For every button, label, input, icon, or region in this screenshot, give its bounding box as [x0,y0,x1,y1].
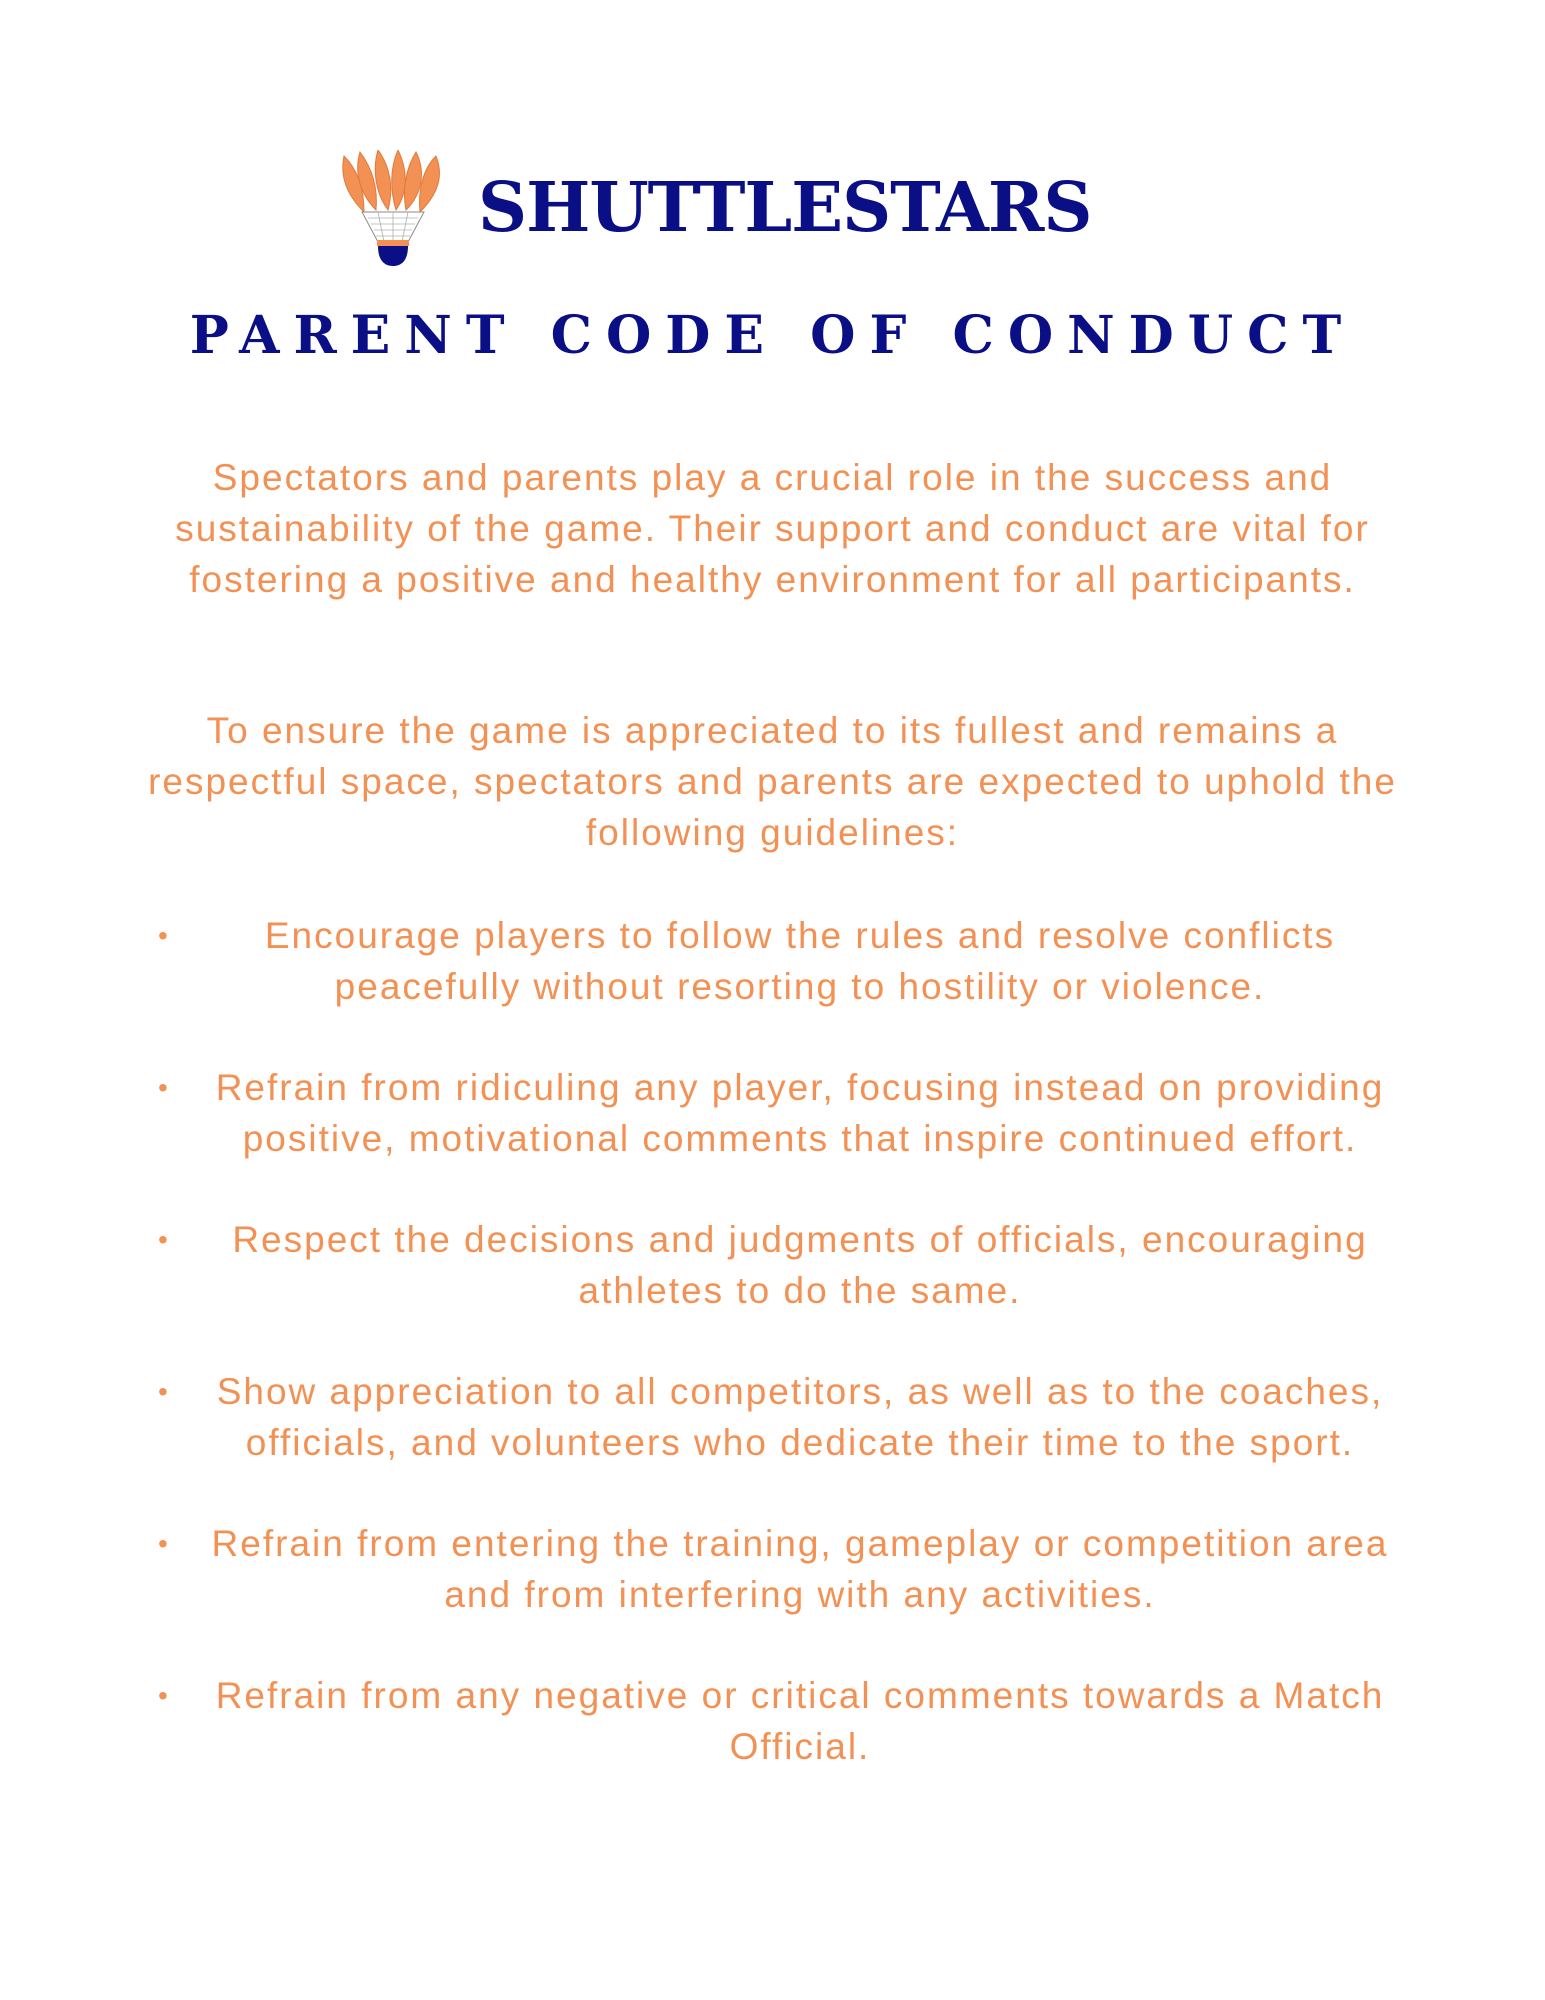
list-item [150,1214,1410,1316]
intro-paragraph-2: To ensure the game is appreciated to its fullest and remains a respectful space, spectators and parents are expected to uphold the following guidelines: [148,710,1397,853]
list-item [150,1062,1410,1164]
list-item [150,1670,1410,1772]
list-item [150,910,1410,1012]
list-item [150,1518,1410,1620]
guideline-text: Refrain from ridiculing any player, focusing instead on providing positive, motivational comments that inspire continued effort. [215,1067,1385,1159]
bullet-icon: • [158,1376,170,1407]
bullet-icon: • [158,1528,170,1559]
guideline-text: Refrain from any negative or critical comments towards a Match Official. [215,1675,1385,1767]
bullet-icon: • [158,920,170,951]
bullet-icon: • [158,1224,170,1255]
brand-name: SHUTTLESTARS [478,168,1092,248]
guideline-text: Respect the decisions and judgments of officials, encouraging athletes to do the same. [232,1219,1368,1311]
guideline-text: Encourage players to follow the rules and resolve conflicts peacefully without resorting to hostility or violence. [264,915,1336,1007]
guideline-text: Refrain from entering the training, gameplay or competition area and from interfering with any activities. [211,1523,1389,1615]
guidelines-list [150,910,1410,1822]
bullet-icon: • [158,1072,170,1103]
header [0,148,1545,273]
guideline-text: Show appreciation to all competitors, as well as to the coaches, officials, and volunteers who dedicate their time to the sport. [216,1371,1384,1463]
bullet-icon: • [158,1680,170,1711]
intro-paragraph-1: Spectators and parents play a crucial role in the success and sustainability of the game. Their support and conduct are vital for fostering a positive and healthy environment for all participants. [175,457,1370,600]
page-title: PARENT CODE OF CONDUCT [189,305,1356,366]
list-item [150,1366,1410,1468]
shuttlecock-icon [338,150,448,268]
